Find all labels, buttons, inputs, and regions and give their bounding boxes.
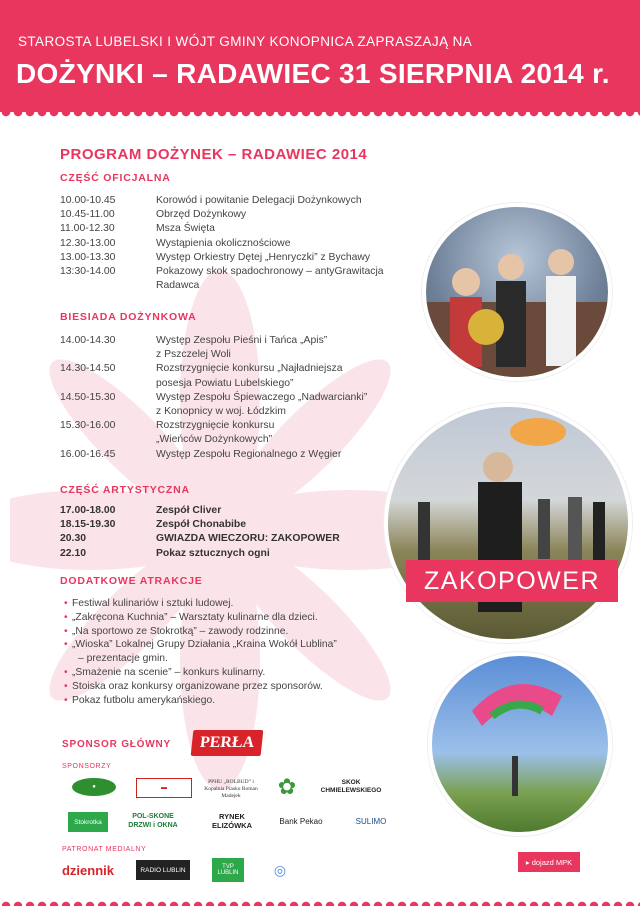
schedule-time: 18.15-19.30 [60,519,116,531]
schedule-row [60,532,426,546]
attraction-item: • „Na sportowo ze Stokrotką” – zawody rodzinne. [64,625,394,639]
schedule-row [60,279,406,293]
invitation-line: STAROSTA LUBELSKI I WÓJT GMINY KONOPNICA ZAPRASZAJĄ NA [18,34,473,49]
schedule-description: „Wieńców Dożynkowych” [156,434,273,446]
schedule-row [60,504,426,518]
stokrotka-logo: Stokrotka [68,812,108,832]
zakopower-banner: ZAKOPOWER [406,560,618,602]
schedule-description: Zespół Cliver [156,505,222,516]
dojazd-mpk-button[interactable]: ▸ dojazd MPK [518,852,580,872]
schedule-time: 10.45-11.00 [60,209,115,221]
schedule-description: Występ Zespołu Pieśni i Tańca „Apis” [156,335,328,346]
schedule-time: 14.30-14.50 [60,363,116,375]
schedule-row [60,237,406,251]
schedule-time: 11.00-12.30 [60,223,115,235]
schedule-row [60,547,426,561]
schedule-row [60,348,406,362]
main-sponsor-label: SPONSOR GŁÓWNY [62,739,171,750]
schedule-description: Msza Święta [156,223,215,235]
schedule-description: Pokazowy skok spadochronowy – antyGrawitacja [156,266,384,278]
media-patronage-label: PATRONAT MEDIALNY [62,846,147,853]
schedule-description: Korowód i powitanie Delegacji Dożynkowych [156,195,362,206]
schedule-row [60,208,406,222]
scalloped-edge-top [0,112,640,120]
section-feast-heading: BIESIADA DOŻYNKOWA [60,311,197,323]
green-sponsor-logo: ● [72,778,116,796]
schedule-time: 15.30-16.00 [60,420,116,432]
schedule-time: 13:30-14.00 [60,266,116,278]
schedule-description: Pokaz sztucznych ogni [156,547,270,559]
schedule-description: Zespół Chonabibe [156,519,247,531]
section-artistic-heading: CZĘŚĆ ARTYSTYCZNA [60,484,190,496]
program-title: PROGRAM DOŻYNEK – RADAWIEC 2014 [60,146,368,163]
schedule-time [60,348,156,362]
schedule-description: Rozstrzygnięcie konkursu „Najładniejsza [156,363,343,375]
section-official-heading: CZĘŚĆ OFICJALNA [60,172,171,184]
schedule-time: 14.50-15.30 [60,391,116,403]
schedule-description: GWIAZDA WIECZORU: ZAKOPOWER [156,533,340,545]
attraction-item: • Pokaz futbolu amerykańskiego. [64,694,394,708]
schedule-description: posesja Powiatu Lubelskiego” [156,377,294,389]
feast-schedule [60,334,406,462]
extra-attractions-list [64,597,394,707]
scalloped-edge-bottom [0,896,640,906]
attraction-item: • „Smażenie na scenie” – konkurs kulinarny. [64,666,394,680]
perla-logo: PERŁA [191,730,264,756]
schedule-row [60,222,406,236]
schedule-row [60,362,406,376]
sulimo-logo: SULIMO [355,816,387,826]
official-schedule [60,194,406,293]
schedule-description: Rozstrzygnięcie konkursu [156,420,275,432]
schedule-row [60,334,406,348]
schedule-row [60,377,406,391]
attraction-item: – prezentacje gmin. [78,653,168,665]
schedule-description: Występ Zespołu Regionalnego z Węgier [156,448,342,460]
pol-skone-logo: POL-SKONE DRZWI i OKNA [128,813,178,829]
schedule-row [60,251,406,265]
photo-zakopower-band [384,403,632,643]
schedule-description: Obrzęd Dożynkowy [156,209,247,221]
rolbud-logo: PPHU „ROLBUD” i Kopalnia Piasku Roman Madejek [204,778,258,799]
schedule-time [60,405,156,419]
radio-lublin-logo: RADIO LUBLIN [136,860,190,880]
rynek-elizowka-logo: RYNEK ELIZÓWKA [212,812,252,830]
schedule-time: 10.00-10.45 [60,195,116,206]
schedule-description: Występ Zespołu Śpiewaczego „Nadwarcianki” [156,391,368,403]
schedule-time: 14.00-14.30 [60,335,116,346]
schedule-row [60,448,406,462]
dziennik-logo: dziennik [61,862,114,878]
skok-logo: SKOK CHMIELEWSKIEGO [320,779,382,794]
bank-pekao-logo: Bank Pekao [279,816,323,826]
schedule-row [60,265,406,279]
schedule-time: 22.10 [60,547,87,559]
schedule-row [60,518,426,532]
schedule-time: 20.30 [60,533,87,545]
schedule-time [60,377,156,391]
schedule-time: 12.30-13.00 [60,237,116,249]
event-headline: DOŻYNKI – RADAWIEC 31 SIERPNIA 2014 r. [16,58,610,89]
red-sponsor-logo: ▬ [136,778,192,798]
photo-parachute-jump [428,652,612,836]
attraction-item: • Stoiska oraz konkursy organizowane przez sponsorów. [64,680,394,694]
schedule-row [60,405,406,419]
tvp-lublin-logo: TVP LUBLIN [212,858,244,882]
schedule-description: Występ Orkiestry Dętej „Henryczki” z Bychawy [156,251,371,263]
attraction-item: • „Zakręcona Kuchnia” – Warsztaty kulinarne dla dzieci. [64,611,394,625]
schedule-description: z Konopnicy w woj. Łódzkim [156,406,286,418]
attraction-item: • Festiwal kulinariów i sztuki ludowej. [64,597,394,611]
attraction-item: • „Wioska” Lokalnej Grupy Działania „Kraina Wokół Lublina” [64,638,394,652]
schedule-time: 16.00-16.45 [60,448,116,460]
sponsors-label: SPONSORZY [62,763,112,770]
photo-harvest-delegation [422,203,612,381]
schedule-row [60,433,406,447]
schedule-time: 17.00-18.00 [60,505,116,516]
schedule-time [60,279,156,293]
schedule-description: Radawca [156,280,200,292]
schedule-row [60,391,406,405]
schedule-description: Wystąpienia okolicznościowe [156,237,291,249]
schedule-row [60,419,406,433]
section-extra-heading: DODATKOWE ATRAKCJE [60,575,203,587]
schedule-row [60,194,406,208]
flower-sponsor-icon: ✿ [277,774,297,799]
artistic-schedule [60,504,426,561]
schedule-description: z Pszczelej Woli [156,349,231,361]
header-banner [0,0,640,112]
schedule-time: 13.00-13.30 [60,251,116,263]
schedule-time [60,433,156,447]
media-partner-icon: ◎ [273,861,287,878]
